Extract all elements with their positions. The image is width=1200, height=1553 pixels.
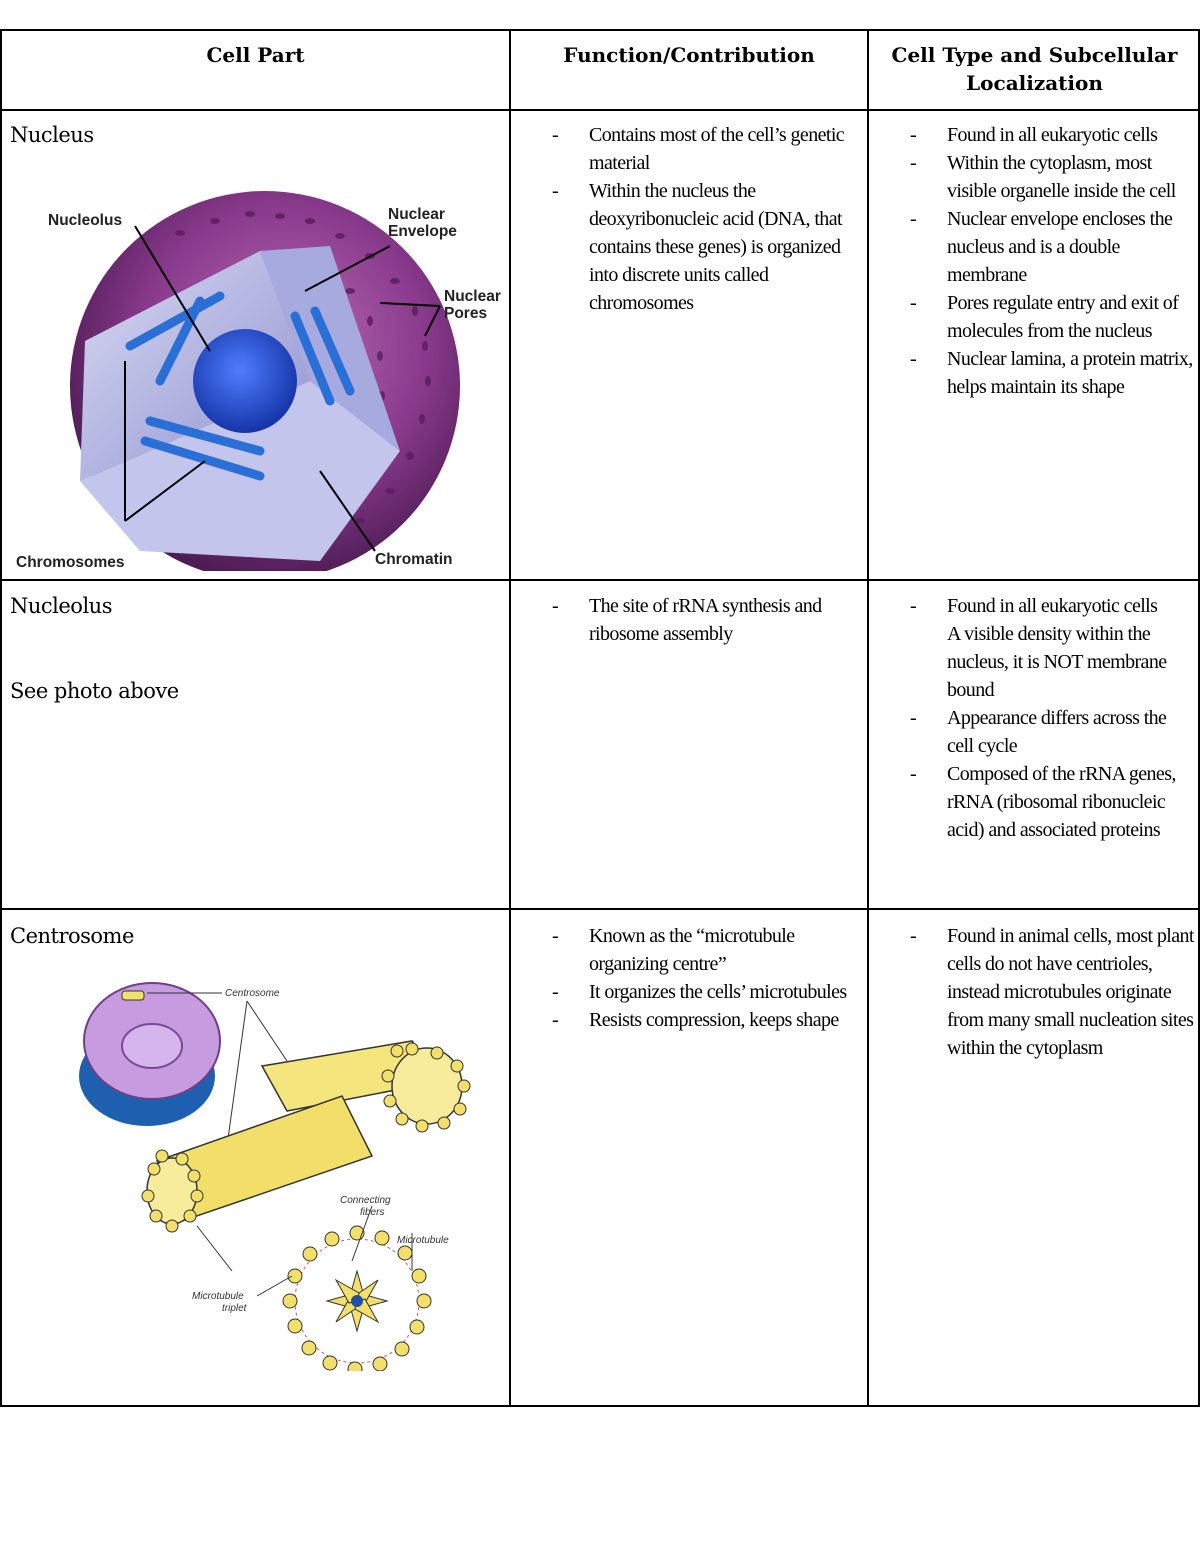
- label-microtubule: Microtubule: [397, 1235, 449, 1246]
- list-item: - Found in all eukaryotic cells: [910, 121, 1195, 149]
- list-item: - Resists compression, keeps shape: [552, 1006, 857, 1034]
- list-item: - It organizes the cells’ microtubules: [552, 978, 857, 1006]
- list-item: - Found in all eukaryotic cells: [910, 592, 1195, 620]
- list-item: - The site of rRNA synthesis and ribosome assembly: [552, 592, 857, 648]
- list-item: - Found in animal cells, most plant cells do not have centrioles, instead microtubules originate from many small nucleation sites within the cytoplasm: [910, 922, 1195, 1062]
- list-item: - Pores regulate entry and exit of molecules from the nucleus: [910, 289, 1195, 345]
- centrosome-localization-list: [910, 922, 1195, 1062]
- centrosome-functions-list: [552, 922, 857, 1034]
- label-nuclear-pores-1: Nuclear: [444, 288, 501, 305]
- row-title-nucleolus: Nucleolus: [10, 594, 112, 618]
- nucleus-diagram: [10, 151, 510, 571]
- label-connecting-fibers-2: fibers: [360, 1207, 385, 1218]
- list-item: - Nuclear envelope encloses the nucleus and is a double membrane: [910, 205, 1195, 289]
- label-centrosome: Centrosome: [225, 988, 280, 999]
- nucleus-functions-list: [552, 121, 857, 317]
- list-item: - Nuclear lamina, a protein matrix, helps maintain its shape: [910, 345, 1195, 401]
- row-title-centrosome: Centrosome: [10, 924, 134, 948]
- nucleolus-localization-list: [910, 592, 1195, 844]
- label-nuclear-envelope-1: Nuclear: [388, 206, 445, 223]
- header-function: Function/Contribution: [563, 43, 815, 67]
- list-item: - Known as the “microtubule organizing centre”: [552, 922, 857, 978]
- row-divider: [2, 908, 1198, 910]
- label-connecting-fibers-1: Connecting: [340, 1195, 391, 1206]
- cell-parts-table: [0, 29, 1200, 1407]
- label-nuclear-envelope-2: Envelope: [388, 223, 457, 240]
- list-item: - Composed of the rRNA genes, rRNA (ribosomal ribonucleic acid) and associated proteins: [910, 760, 1195, 844]
- nucleolus-functions-list: [552, 592, 857, 648]
- list-item: - Appearance differs across the cell cycle: [910, 704, 1195, 760]
- label-nucleolus: Nucleolus: [48, 212, 123, 229]
- list-item: A visible density within the nucleus, it is NOT membrane bound: [947, 623, 1167, 701]
- label-chromosomes: Chromosomes: [16, 554, 125, 571]
- row-divider: [2, 579, 1198, 581]
- row-divider: [2, 109, 1198, 111]
- column-divider: [867, 31, 869, 1405]
- list-item: - Within the nucleus the deoxyribonucleic acid (DNA, that contains these genes) is organized into discrete units called chromosomes: [552, 177, 857, 317]
- pointer-line: [247, 1001, 287, 1061]
- label-microtubule-triplet-1: Microtubule: [192, 1291, 244, 1302]
- centrosome-marker-shape: [122, 991, 144, 1000]
- list-item: - Within the cytoplasm, most visible organelle inside the cell: [910, 149, 1195, 205]
- label-chromatin: Chromatin: [375, 551, 453, 568]
- centrosome-diagram: [72, 971, 492, 1371]
- label-nuclear-pores-2: Pores: [444, 305, 488, 322]
- row-title-nucleus: Nucleus: [10, 123, 94, 147]
- pointer-line: [227, 1001, 247, 1146]
- nucleolus-shape: [193, 329, 297, 433]
- header-localization: Cell Type and Subcellular Localization: [891, 43, 1178, 95]
- cell-nucleus-shape: [122, 1024, 182, 1068]
- see-photo-note: See photo above: [10, 679, 179, 703]
- nucleus-localization-list: [910, 121, 1195, 401]
- header-cell-part: Cell Part: [206, 43, 305, 67]
- label-microtubule-triplet-2: triplet: [222, 1303, 247, 1314]
- list-item: - Contains most of the cell’s genetic material: [552, 121, 857, 177]
